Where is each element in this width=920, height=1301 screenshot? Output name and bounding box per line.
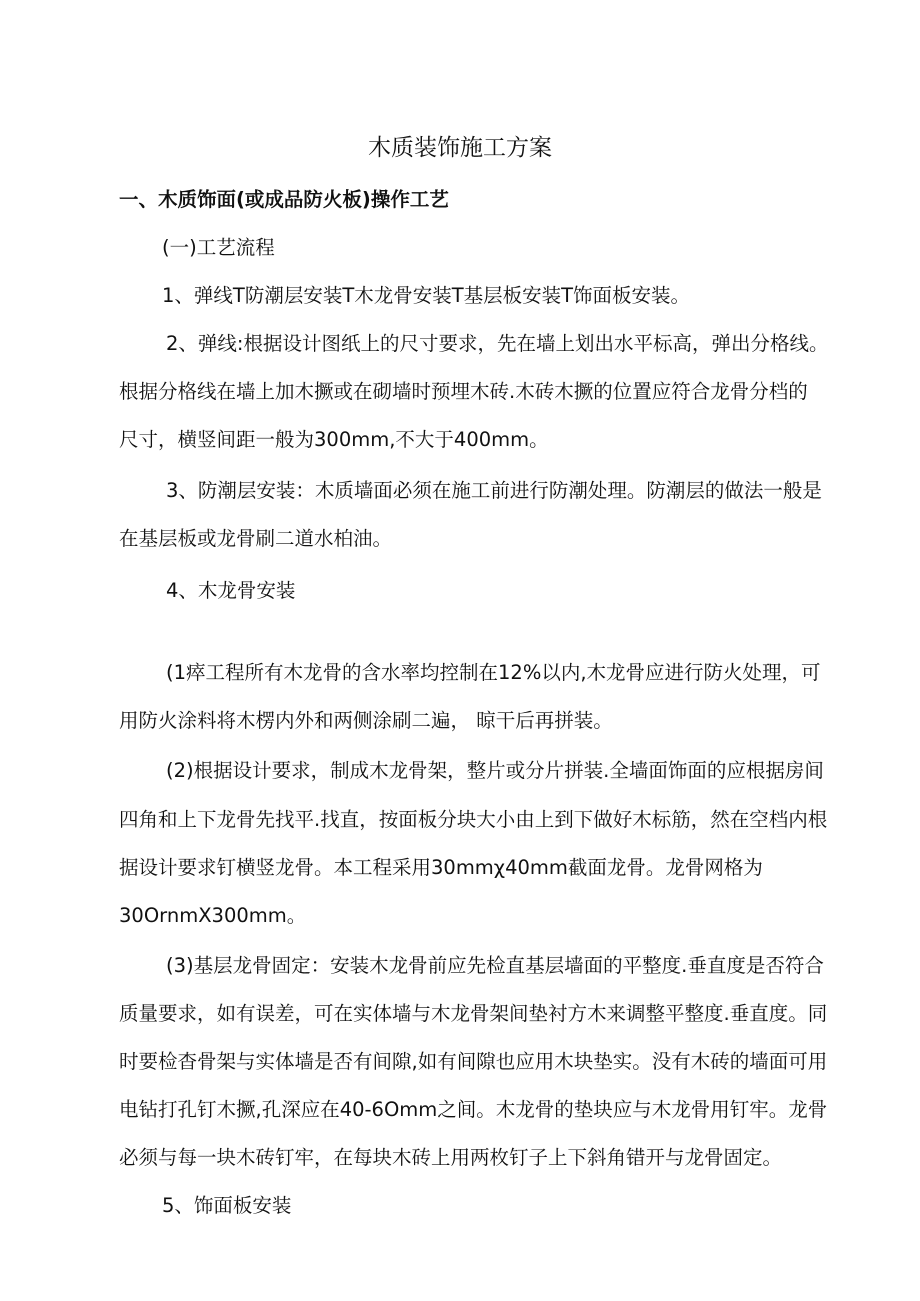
paragraph-sub3-line2: 质量要求，如有误差，可在实体墙与木龙骨架间垫衬方木来调整平整度.垂直度。同 bbox=[119, 1002, 828, 1025]
paragraph-item1: 1、弹线T防潮层安装T木龙骨安装T基层板安装T饰面板安装。 bbox=[162, 284, 691, 307]
paragraph-sub2-line4: 30OrnmX300mm。 bbox=[119, 904, 307, 927]
paragraph-sub3-line1: (3)基层龙骨固定：安装木龙骨前应先检直基层墙面的平整度.垂直度是否符合 bbox=[166, 954, 824, 977]
section-heading: 一、木质饰面(或成品防火板)操作工艺 bbox=[119, 188, 449, 211]
paragraph-item3-line1: 3、防潮层安装：木质墙面必须在施工前进行防潮处理。防潮层的做法一般是 bbox=[166, 479, 822, 502]
paragraph-sub2-line2: 四角和上下龙骨先找平.找直，按面板分块大小由上到下做好木标筋，然在空档内根 bbox=[119, 808, 828, 831]
paragraph-sub1-line2: 用防火涂料将木楞内外和两侧涂刷二遍， 晾干后再拼装。 bbox=[119, 709, 613, 732]
paragraph-item5: 5、饰面板安装 bbox=[162, 1194, 292, 1217]
paragraph-sub3-line3: 时要检杳骨架与实体墙是否有间隙,如有间隙也应用木块垫实。没有木砖的墙面可用 bbox=[119, 1050, 828, 1073]
paragraph-sub1-line1: (1瘁工程所有木龙骨的含水率均控制在12%以内,木龙骨应进行防火处理，可 bbox=[166, 661, 821, 684]
paragraph-item2-line1: 2、弹线:根据设计图纸上的尺寸要求，先在墙上划出水平标高，弹出分格线。 bbox=[166, 332, 829, 355]
paragraph-item2-line2: 根据分格线在墙上加木撅或在砌墙时预埋木砖.木砖木撅的位置应符合龙骨分档的 bbox=[119, 380, 808, 403]
paragraph-sub2-line3: 据设计要求钉横竖龙骨。本工程采用30mmχ40mm截面龙骨。龙骨网格为 bbox=[119, 856, 763, 879]
paragraph-item3-line2: 在基层板或龙骨刷二道水柏油。 bbox=[119, 527, 393, 550]
paragraph-sub3-line4: 电钻打孔钉木撅,孔深应在40-6Omm之间。木龙骨的垫块应与木龙骨用钉牢。龙骨 bbox=[119, 1098, 828, 1121]
paragraph-item2-line3: 尺寸，横竖间距一般为300mm,不大于400mm。 bbox=[119, 428, 549, 451]
paragraph-sub2-line1: (2)根据设计要求，制成木龙骨架，整片或分片拼装.全墙面饰面的应根据房间 bbox=[166, 759, 824, 782]
paragraph-item4: 4、木龙骨安装 bbox=[166, 579, 296, 602]
subheading-process: (一)工艺流程 bbox=[162, 236, 275, 259]
document-title: 木质装饰施工方案 bbox=[368, 135, 552, 161]
paragraph-sub3-line5: 必须与每一块木砖钉牢，在每块木砖上用两枚钉子上下斜角错开与龙骨固定。 bbox=[119, 1146, 783, 1169]
